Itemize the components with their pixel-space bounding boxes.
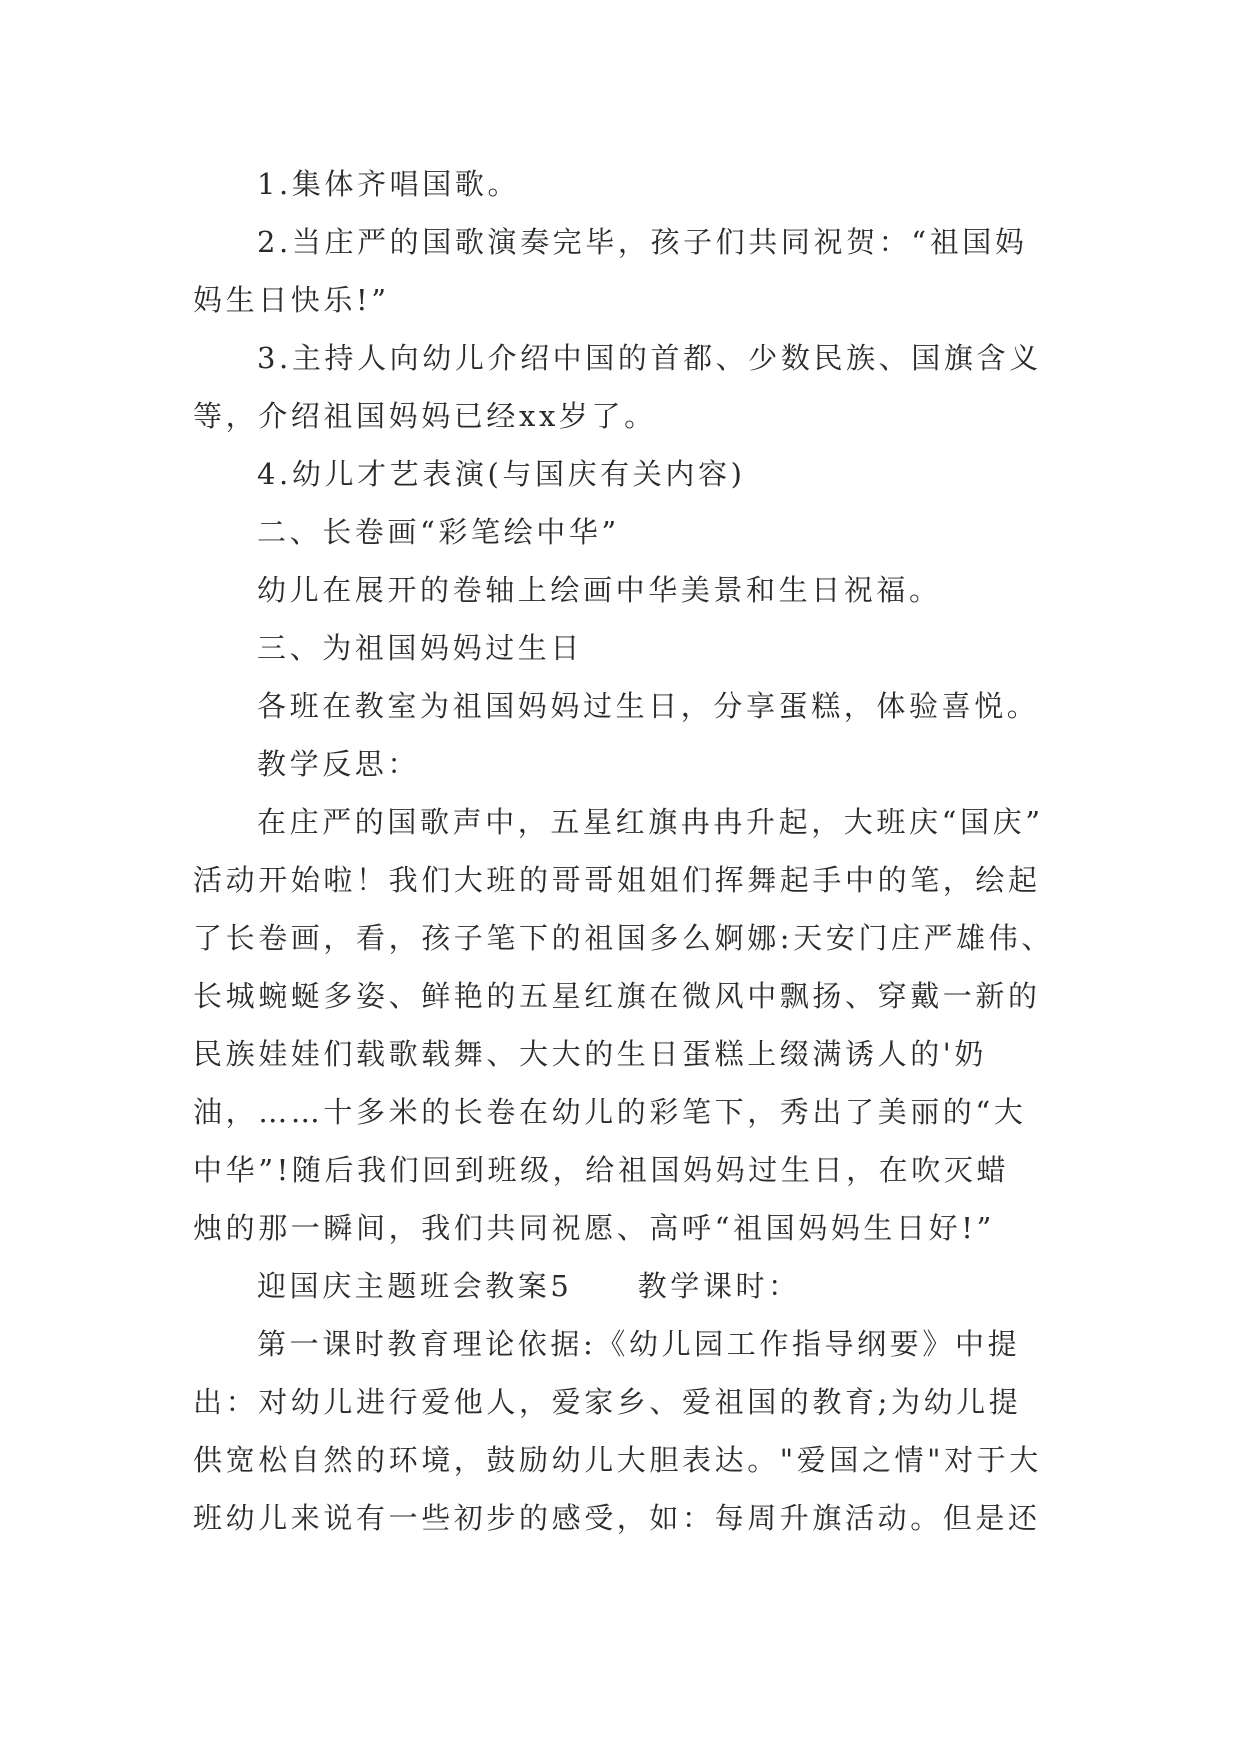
text-line: 2.当庄严的国歌演奏完毕，孩子们共同祝贺：“祖国妈 — [257, 225, 1028, 259]
text-line: 班幼儿来说有一些初步的感受，如：每周升旗活动。但是还 — [193, 1501, 1041, 1535]
section-heading: 迎国庆主题班会教案5 教学课时： — [257, 1269, 801, 1303]
text-line: 在庄严的国歌声中，五星红旗冉冉升起，大班庆“国庆” — [257, 805, 1044, 839]
section-heading: 三、为祖国妈妈过生日 — [257, 631, 584, 665]
text-line: 供宽松自然的环境，鼓励幼儿大胆表达。"爱国之情"对于大 — [193, 1443, 1042, 1477]
text-line: 中华”!随后我们回到班级，给祖国妈妈过生日，在吹灭蜡 — [193, 1153, 1010, 1187]
text-line: 妈生日快乐!” — [193, 283, 390, 317]
document-body — [193, 155, 1073, 1547]
text-line: 第一课时教育理论依据:《幼儿园工作指导纲要》中提 — [257, 1327, 1021, 1361]
text-line: 长城蜿蜒多姿、鲜艳的五星红旗在微风中飘扬、穿戴一新的 — [193, 979, 1041, 1013]
section-heading: 二、长卷画“彩笔绘中华” — [257, 515, 620, 549]
text-line: 油，……十多米的长卷在幼儿的彩笔下，秀出了美丽的“大 — [193, 1095, 1027, 1129]
text-line: 各班在教室为祖国妈妈过生日，分享蛋糕，体验喜悦。 — [257, 689, 1040, 723]
text-line: 1.集体齐唱国歌。 — [257, 167, 521, 201]
text-line: 3.主持人向幼儿介绍中国的首都、少数民族、国旗含义 — [257, 341, 1042, 375]
text-line: 出：对幼儿进行爱他人，爱家乡、爱祖国的教育;为幼儿提 — [193, 1385, 1022, 1419]
text-line: 4.幼儿才艺表演(与国庆有关内容) — [257, 457, 746, 491]
text-line: 活动开始啦！我们大班的哥哥姐姐们挥舞起手中的笔，绘起 — [193, 863, 1041, 897]
text-line: 民族娃娃们载歌载舞、大大的生日蛋糕上缀满诱人的'奶 — [193, 1037, 987, 1071]
text-line: 幼儿在展开的卷轴上绘画中华美景和生日祝福。 — [257, 573, 942, 607]
text-line: 了长卷画，看，孩子笔下的祖国多么婀娜:天安门庄严雄伟、 — [193, 921, 1054, 955]
section-heading: 教学反思： — [257, 747, 421, 781]
text-line: 等，介绍祖国妈妈已经xx岁了。 — [193, 399, 657, 433]
text-line: 烛的那一瞬间，我们共同祝愿、高呼“祖国妈妈生日好!” — [193, 1211, 995, 1245]
